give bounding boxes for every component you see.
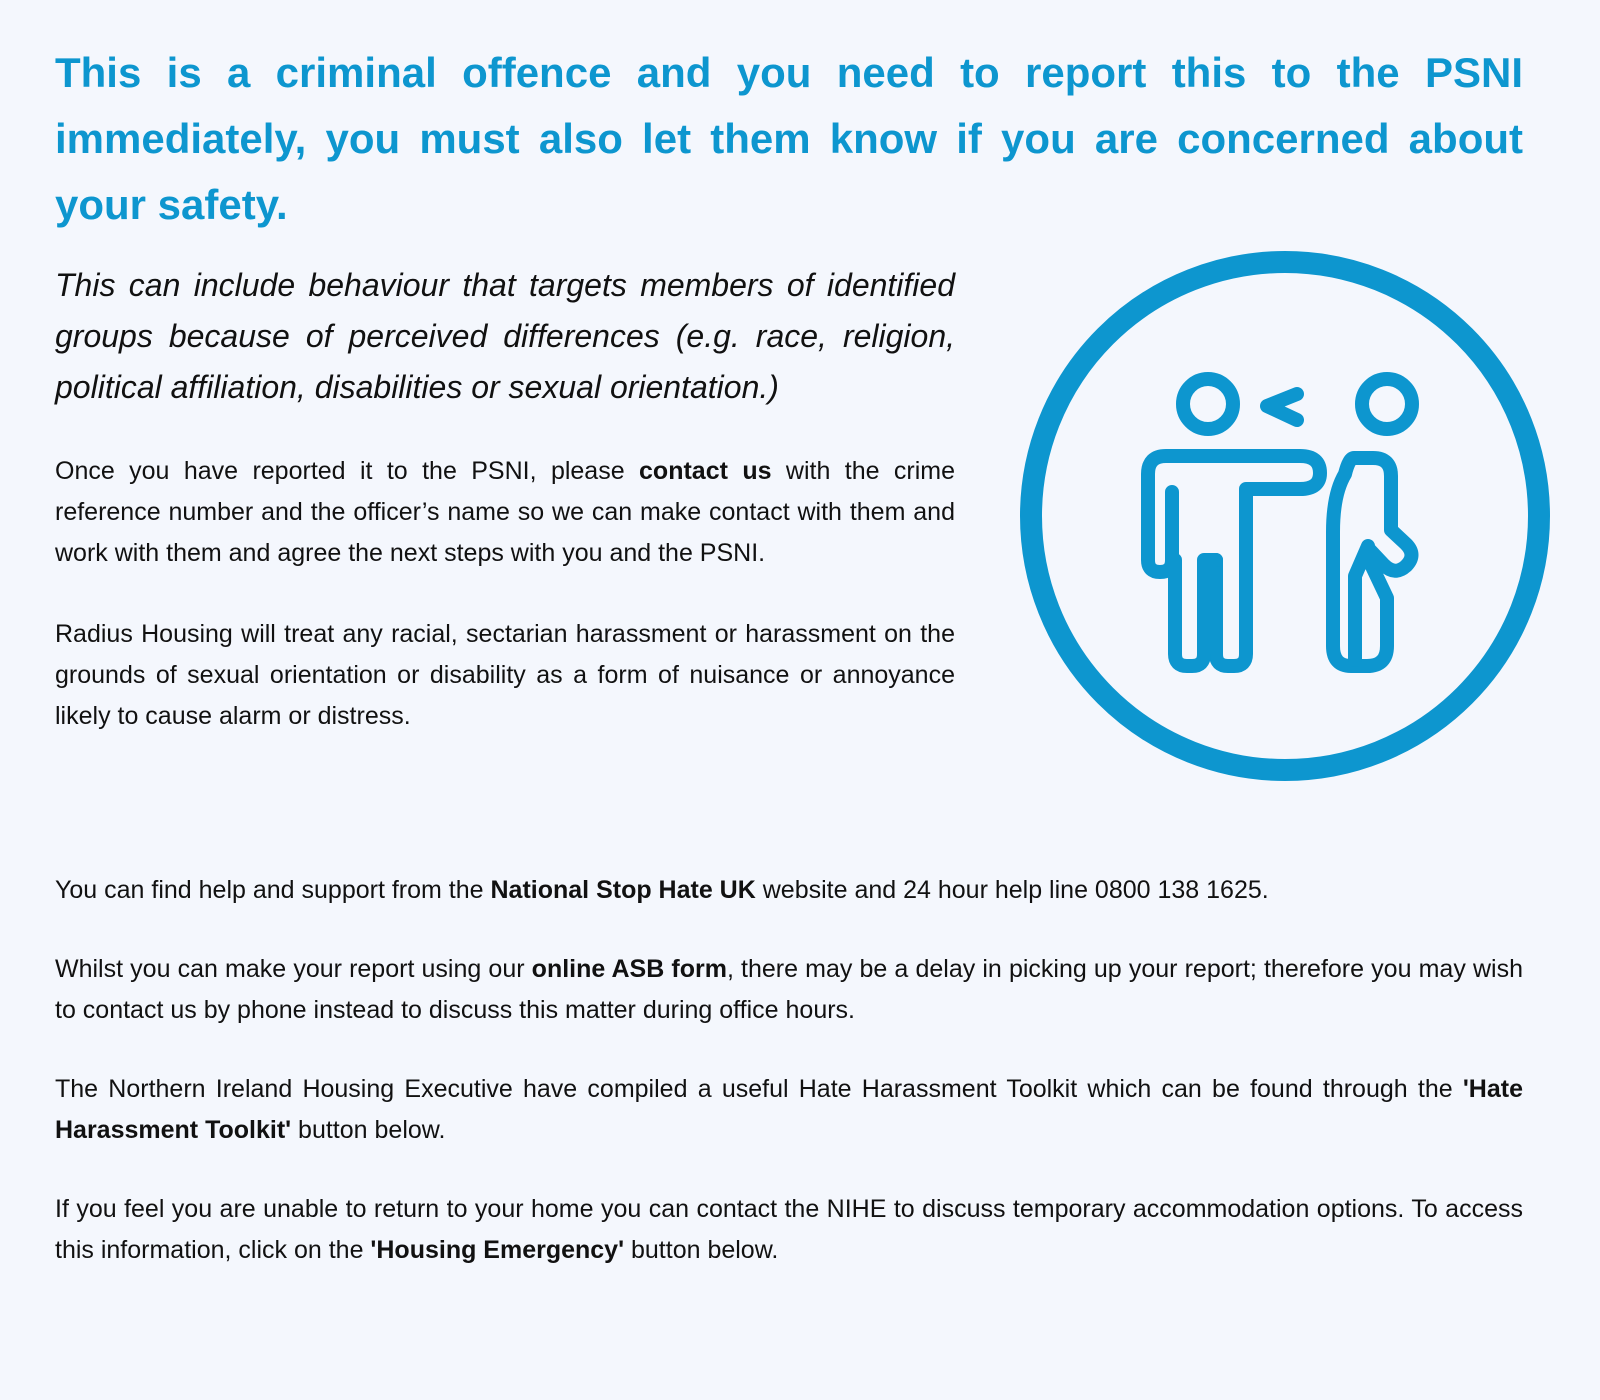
- support-paragraph: [55, 870, 1523, 911]
- report-text-before: Once you have reported it to the PSNI, please: [55, 457, 640, 485]
- toolkit-text-after: button below.: [291, 1116, 446, 1144]
- emergency-text-before: If you feel you are unable to return to your home you can contact the NIHE to discuss temporary accommodation options. To access this information, click on the: [55, 1195, 1523, 1264]
- online-text-after: , there may be a delay in picking up your report; therefore you may wish to contact us by phone instead to discuss this matter during office hours.: [55, 955, 1523, 1024]
- intro-section: [55, 260, 1523, 850]
- support-text-before: You can find help and support from the: [55, 876, 491, 904]
- intro-left-column: [55, 260, 955, 737]
- online-form-paragraph: [55, 949, 1523, 1031]
- stop-hate-link[interactable]: National Stop Hate UK: [490, 876, 756, 904]
- report-text-after: with the crime reference number and the officer’s name so we can make contact with them and work with them and agree the next steps with you and the PSNI.: [55, 457, 956, 567]
- toolkit-text-before: The Northern Ireland Housing Executive have compiled a useful Hate Harassment Toolkit which can be found through the: [55, 1075, 1463, 1103]
- support-text-after: website and 24 hour help line 0800 138 1625.: [755, 876, 1269, 904]
- intro-italic-text: This can include behaviour that targets members of identified groups because of perceived differences (e.g. race, religion, political affiliation, disabilities or sexual orientation.): [55, 267, 955, 405]
- page-headline: This is a criminal offence and you need to report this to the PSNI immediately, you must also let them know if you are concerned about your safety.: [55, 49, 1523, 228]
- contact-us-link[interactable]: contact us: [639, 457, 772, 485]
- toolkit-paragraph: [55, 1069, 1523, 1151]
- housing-emergency-reference: 'Housing Emergency': [370, 1236, 625, 1264]
- report-paragraph: [55, 451, 955, 574]
- online-text-before: Whilst you can make your report using our: [55, 955, 532, 983]
- emergency-text-after: button below.: [624, 1236, 779, 1264]
- emergency-paragraph: [55, 1189, 1523, 1271]
- radius-paragraph: Radius Housing will treat any racial, sectarian harassment or harassment on the grounds of sexual orientation or disability as a form of nuisance or annoyance likely to cause alarm or distress.: [55, 620, 955, 730]
- harassment-icon: [1015, 246, 1555, 786]
- page-content: [55, 40, 1523, 1271]
- details-section: [55, 870, 1523, 1271]
- online-asb-form-link[interactable]: online ASB form: [531, 955, 727, 983]
- toolkit-reference: 'Hate Harassment Toolkit': [55, 1075, 1523, 1144]
